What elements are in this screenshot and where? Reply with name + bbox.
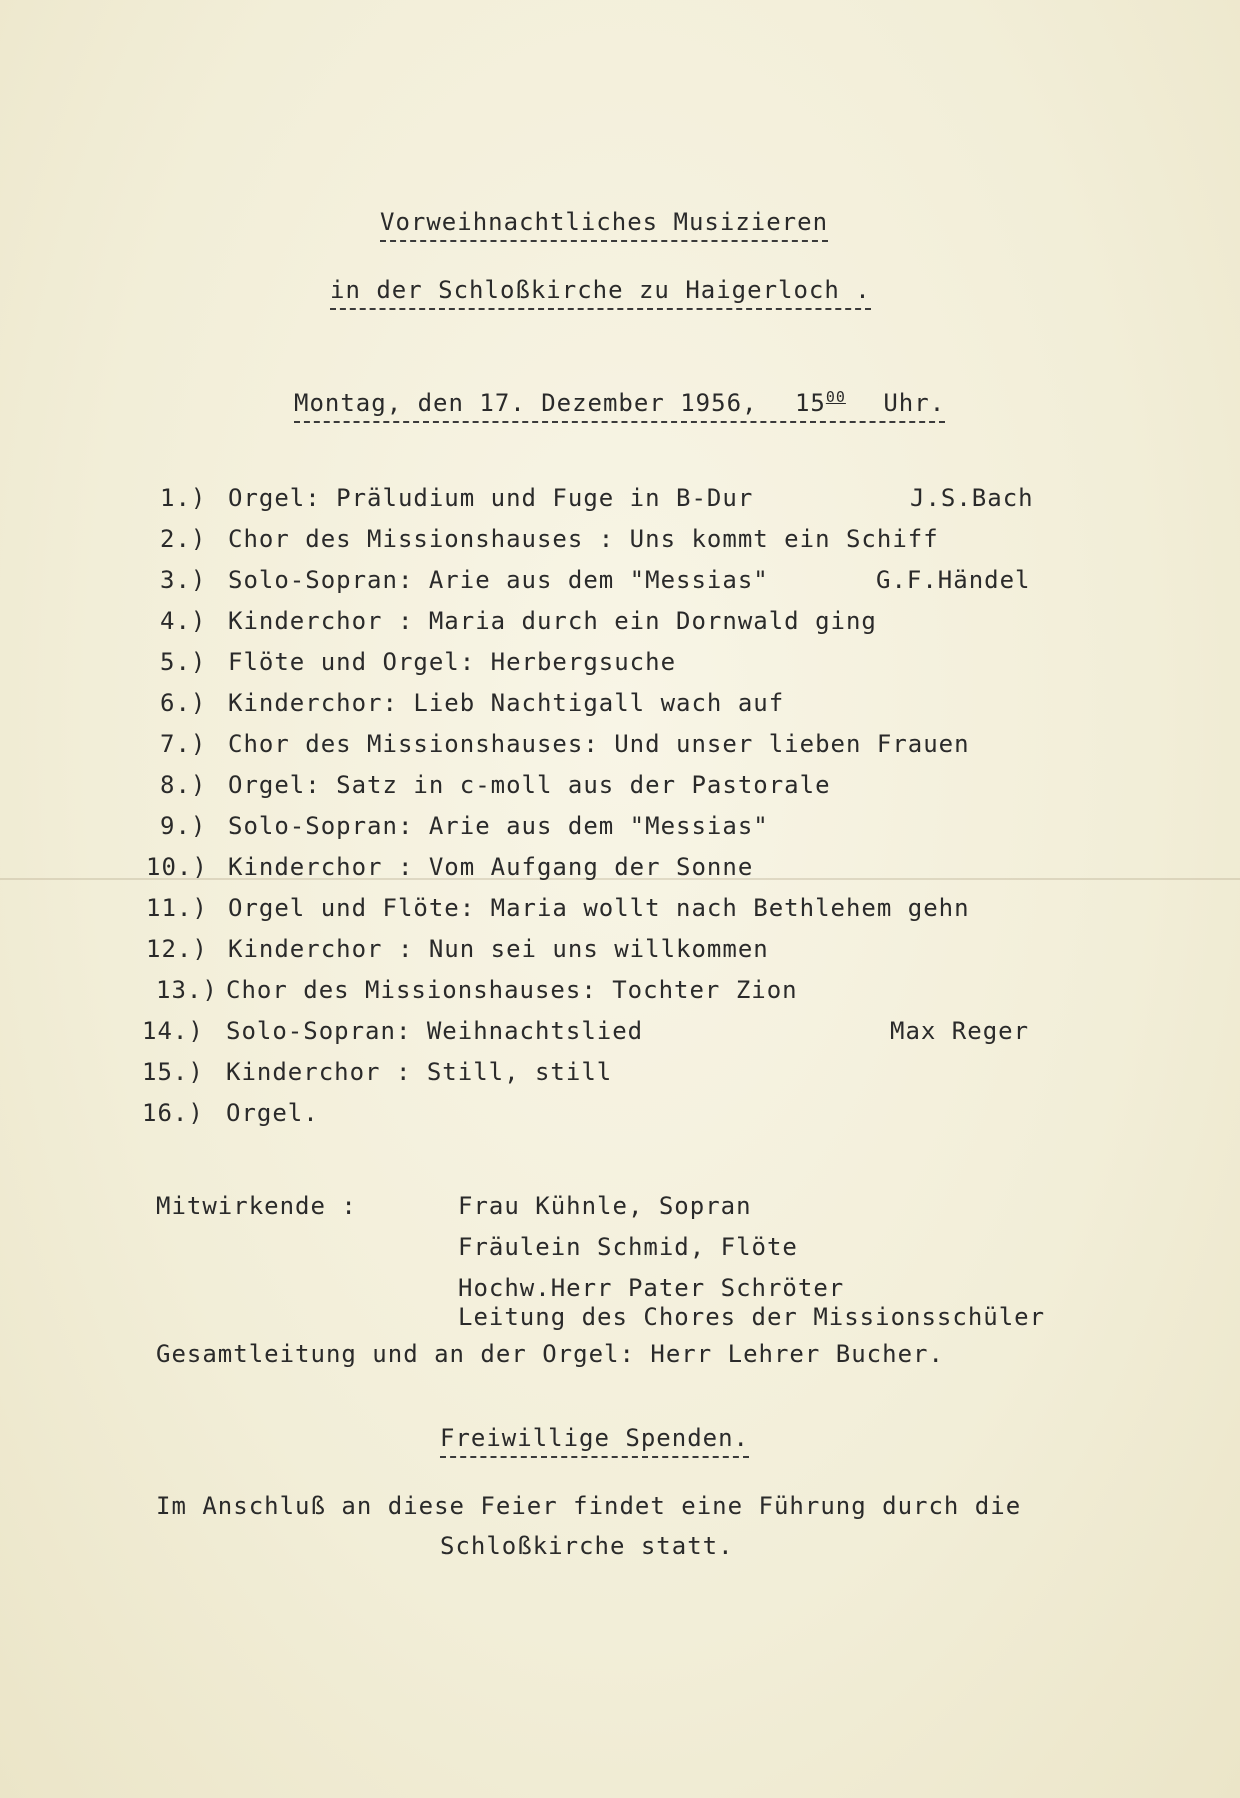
time-unit: Uhr. bbox=[883, 389, 946, 417]
participant-flute: Fräulein Schmid, Flöte bbox=[458, 1233, 798, 1261]
overall-direction: Gesamtleitung und an der Orgel: Herr Lehrer Bucher. bbox=[156, 1340, 944, 1368]
program-item: Flöte und Orgel: Herbergsuche bbox=[228, 648, 677, 676]
program-number: 11.) bbox=[146, 894, 208, 922]
program-number: 2.) bbox=[160, 525, 207, 553]
time-hour: 15 bbox=[794, 389, 826, 417]
time-minutes: 00 bbox=[825, 388, 846, 406]
participant-soprano: Frau Kühnle, Sopran bbox=[458, 1192, 752, 1220]
program-item: Chor des Missionshauses: Tochter Zion bbox=[226, 976, 798, 1004]
program-number: 8.) bbox=[160, 771, 207, 799]
closing-note-line-1: Im Anschluß an diese Feier findet eine Führung durch die bbox=[156, 1492, 1022, 1520]
program-number: 10.) bbox=[146, 853, 208, 881]
program-number: 14.) bbox=[142, 1017, 204, 1045]
program-item: Kinderchor: Lieb Nachtigall wach auf bbox=[228, 689, 785, 717]
program-item: Solo-Sopran: Weihnachtslied bbox=[226, 1017, 644, 1045]
program-number: 1.) bbox=[160, 484, 207, 512]
date-line bbox=[294, 388, 945, 423]
program-composer: J.S.Bach bbox=[910, 484, 1034, 512]
program-item: Orgel: Satz in c-moll aus der Pastorale bbox=[228, 771, 831, 799]
date-text: Montag, den 17. Dezember 1956, bbox=[294, 389, 758, 417]
donations-heading: Freiwillige Spenden. bbox=[440, 1424, 749, 1458]
program-number: 4.) bbox=[160, 607, 207, 635]
participant-pater: Hochw.Herr Pater Schröter bbox=[458, 1274, 845, 1302]
title-line-2: in der Schloßkirche zu Haigerloch . bbox=[330, 276, 871, 310]
program-item: Kinderchor : Nun sei uns willkommen bbox=[228, 935, 769, 963]
program-composer: G.F.Händel bbox=[876, 566, 1031, 594]
program-item: Kinderchor : Still, still bbox=[226, 1058, 613, 1086]
closing-note-line-2: Schloßkirche statt. bbox=[440, 1532, 734, 1560]
program-item: Kinderchor : Vom Aufgang der Sonne bbox=[228, 853, 754, 881]
participants-label: Mitwirkende : bbox=[156, 1192, 357, 1220]
program-composer: Max Reger bbox=[890, 1017, 1030, 1045]
title-line-1: Vorweihnachtliches Musizieren bbox=[380, 208, 828, 242]
program-number: 5.) bbox=[160, 648, 207, 676]
program-item: Chor des Missionshauses: Und unser lieben Frauen bbox=[228, 730, 970, 758]
program-number: 3.) bbox=[160, 566, 207, 594]
program-item: Orgel. bbox=[226, 1099, 319, 1127]
participant-choir-lead: Leitung des Chores der Missionsschüler bbox=[458, 1303, 1046, 1331]
program-number: 12.) bbox=[146, 935, 208, 963]
program-item: Solo-Sopran: Arie aus dem "Messias" bbox=[228, 812, 769, 840]
program-number: 6.) bbox=[160, 689, 207, 717]
program-item: Orgel und Flöte: Maria wollt nach Bethlehem gehn bbox=[228, 894, 970, 922]
program-number: 9.) bbox=[160, 812, 207, 840]
program-item: Chor des Missionshauses : Uns kommt ein Schiff bbox=[228, 525, 939, 553]
program-item: Orgel: Präludium und Fuge in B-Dur bbox=[228, 484, 754, 512]
program-number: 7.) bbox=[160, 730, 207, 758]
program-item: Solo-Sopran: Arie aus dem "Messias" bbox=[228, 566, 769, 594]
program-number: 16.) bbox=[142, 1099, 204, 1127]
program-number: 13.) bbox=[156, 976, 218, 1004]
program-item: Kinderchor : Maria durch ein Dornwald ging bbox=[228, 607, 877, 635]
program-number: 15.) bbox=[142, 1058, 204, 1086]
